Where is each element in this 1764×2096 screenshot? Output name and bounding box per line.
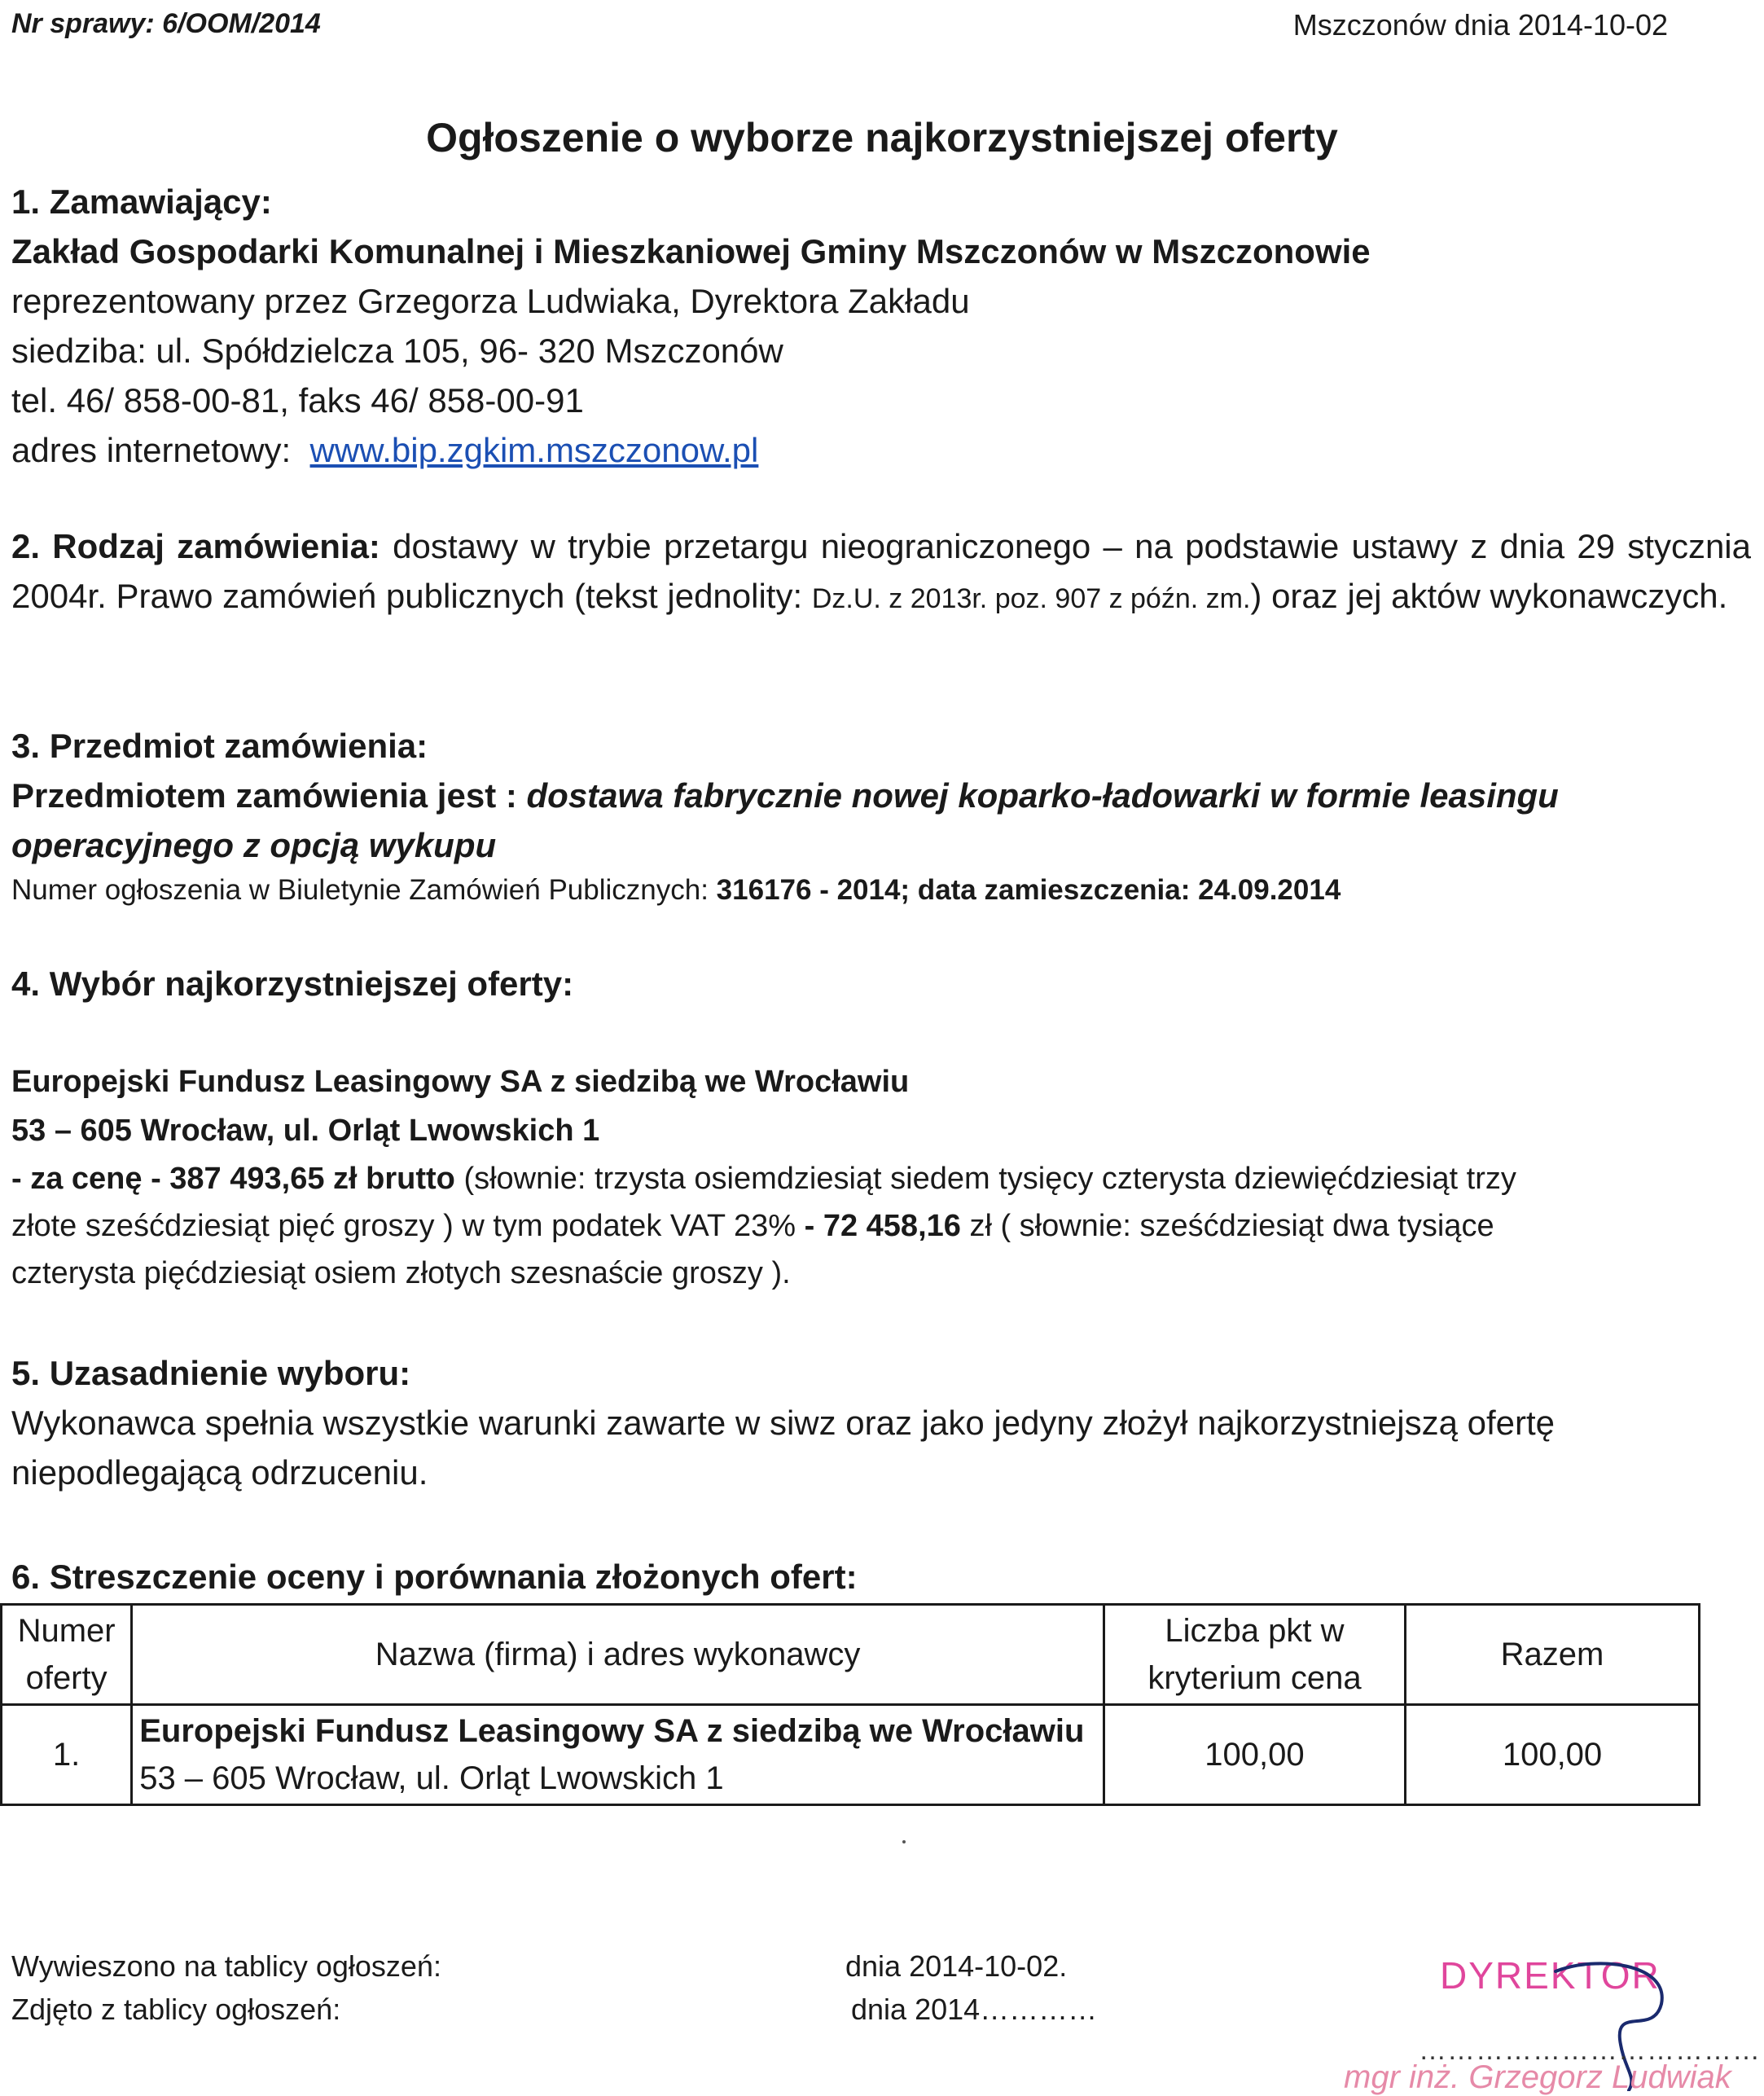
col-contractor: Nazwa (firma) i adres wykonawcy bbox=[132, 1605, 1104, 1705]
col-total: Razem bbox=[1406, 1605, 1700, 1705]
section-heading: 2. Rodzaj zamówienia: bbox=[11, 527, 380, 565]
web-link[interactable]: www.bip.zgkim.mszczonow.pl bbox=[309, 431, 759, 469]
table-row bbox=[2, 1705, 1700, 1805]
justification-text-cont: niepodlegającą odrzuceniu. bbox=[11, 1453, 428, 1492]
section-justification bbox=[11, 1348, 1751, 1497]
contractor-name: Europejski Fundusz Leasingowy SA z siedzibą we Wrocławiu bbox=[139, 1713, 1085, 1749]
contractor-address: 53 – 605 Wrocław, ul. Orląt Lwowskich 1 bbox=[139, 1760, 724, 1796]
section-heading: 4. Wybór najkorzystniejszej oferty: bbox=[11, 965, 574, 1003]
section-heading: 1. Zamawiający: bbox=[11, 182, 272, 221]
page-title: Ogłoszenie o wyborze najkorzystniejszej oferty bbox=[426, 115, 1338, 160]
order-type-text: dostawy w trybie przetargu nieograniczonego – na podstawie ustawy z dnia 29 stycznia 2004r. Prawo zamówień publicznych (tekst jednolity: bbox=[11, 527, 1752, 615]
place-date: Mszczonów dnia 2014-10-02 bbox=[1292, 8, 1668, 42]
offer-number: 1. bbox=[2, 1705, 132, 1805]
contractor-cell bbox=[132, 1705, 1104, 1805]
offer-total: 100,00 bbox=[1406, 1705, 1700, 1805]
subject-text: dostawa fabrycznie nowej koparko-ładowarki w formie leasingu bbox=[526, 776, 1559, 815]
organization-name: Zakład Gospodarki Komunalnej i Mieszkaniowej Gminy Mszczonów w Mszczonowie bbox=[11, 232, 1371, 270]
section-order-type bbox=[11, 521, 1751, 624]
section-ordering-party bbox=[11, 177, 1751, 475]
removed-date: dnia 2014………… bbox=[851, 1993, 1098, 2026]
order-type-text-end: ) oraz jej aktów wykonawczych. bbox=[1250, 577, 1728, 615]
col-offer-number: Numer oferty bbox=[2, 1605, 132, 1705]
bzp-value: 316176 - 2014; data zamieszczenia: 24.09.2014 bbox=[716, 874, 1341, 906]
posted-label: Wywieszono na tablicy ogłoszeń: bbox=[11, 1949, 441, 1983]
signature-line: ……………………………… bbox=[1419, 2035, 1761, 2066]
justification-text: Wykonawca spełnia wszystkie warunki zawarte w siwz oraz jako jedyny złożył najkorzystniejszą ofertę bbox=[11, 1404, 1556, 1442]
vat-words: zł ( słownie: sześćdziesiąt dwa tysiące bbox=[960, 1209, 1494, 1243]
posted-date: dnia 2014-10-02. bbox=[845, 1949, 1068, 1983]
winner-address: 53 – 605 Wrocław, ul. Orląt Lwowskich 1 bbox=[11, 1114, 600, 1148]
subject-label: Przedmiotem zamówienia jest : bbox=[11, 776, 527, 815]
vat-value: - 72 458,16 bbox=[804, 1209, 961, 1243]
subject-text-cont: operacyjnego z opcją wykupu bbox=[11, 826, 497, 864]
offer-points: 100,00 bbox=[1104, 1705, 1405, 1805]
section-heading: 6. Streszczenie oceny i porównania złożonych ofert: bbox=[11, 1558, 858, 1596]
section-heading: 5. Uzasadnienie wyboru: bbox=[11, 1354, 411, 1392]
price-words: (słownie: trzysta osiemdziesiąt siedem tysięcy czterysta dziewięćdziesiąt trzy bbox=[454, 1162, 1516, 1196]
winner-name: Europejski Fundusz Leasingowy SA z siedzibą we Wrocławiu bbox=[11, 1065, 910, 1099]
col-price-points: Liczba pkt w kryterium cena bbox=[1104, 1605, 1405, 1705]
section-subject bbox=[11, 721, 1751, 911]
web-label: adres internetowy: bbox=[11, 431, 292, 469]
address: siedziba: ul. Spółdzielcza 105, 96- 320 Mszczonów bbox=[11, 332, 783, 370]
section-heading: 3. Przedmiot zamówienia: bbox=[11, 727, 428, 765]
table-header-row bbox=[2, 1605, 1700, 1705]
price-gross: - za cenę - 387 493,65 zł brutto bbox=[11, 1162, 455, 1196]
stamp-name: mgr inż. Grzegorz Ludwiak bbox=[1344, 2059, 1731, 2095]
price-words-cont: złote sześćdziesiąt pięć groszy ) w tym podatek VAT 23% bbox=[11, 1209, 805, 1243]
bzp-label: Numer ogłoszenia w Biuletynie Zamówień Publicznych: bbox=[11, 874, 717, 906]
phone-fax: tel. 46/ 858-00-81, faks 46/ 858-00-91 bbox=[11, 381, 584, 420]
case-number: Nr sprawy: 6/OOM/2014 bbox=[11, 8, 321, 39]
scan-speck bbox=[902, 1840, 906, 1843]
representative: reprezentowany przez Grzegorza Ludwiaka, Dyrektora Zakładu bbox=[11, 282, 970, 320]
legal-reference: Dz.U. z 2013r. poz. 907 z późn. zm. bbox=[811, 583, 1251, 614]
vat-words-cont: czterysta pięćdziesiąt osiem złotych szesnaście groszy ). bbox=[11, 1256, 791, 1290]
web-address bbox=[11, 425, 1751, 475]
removed-label: Zdjęto z tablicy ogłoszeń: bbox=[11, 1993, 341, 2026]
section-summary bbox=[11, 1552, 1751, 1602]
stamp-title: DYREKTOR bbox=[1440, 1954, 1661, 1997]
offers-table bbox=[0, 1603, 1700, 1806]
section-best-offer bbox=[11, 959, 1751, 1297]
